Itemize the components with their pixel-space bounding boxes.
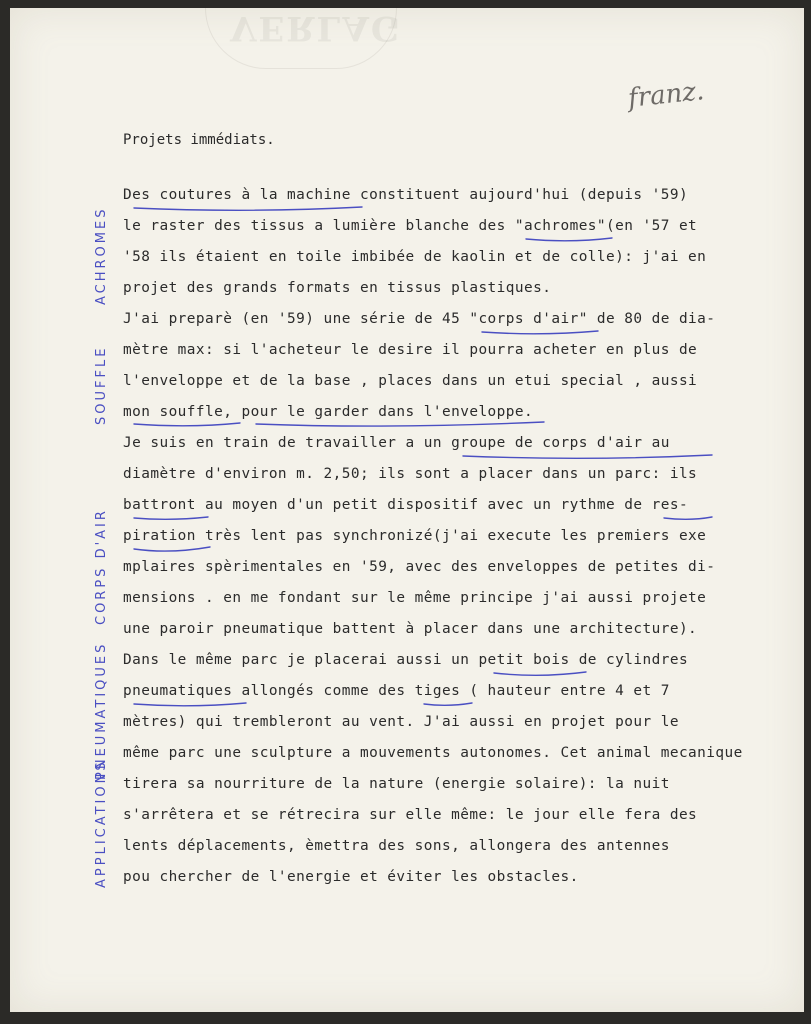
- text-line: une paroir pneumatique battent à placer dans une architecture).: [123, 621, 698, 637]
- text-line: mensions . en me fondant sur le même principe j'ai aussi projete: [123, 590, 707, 606]
- faded-stamp-text: VERLAG: [230, 8, 402, 48]
- margin-note-applications: APPLICATIONS: [94, 759, 109, 888]
- text-line: Je suis en train de travailler a un groupe de corps d'air au: [123, 435, 670, 451]
- margin-note-achromes: ACHROMES: [94, 206, 109, 305]
- text-line: l'enveloppe et de la base , places dans un etui special , aussi: [123, 373, 698, 389]
- text-line: pneumatiques allongés comme des tiges ( hauteur entre 4 et 7: [123, 683, 670, 699]
- text-line: pou chercher de l'energie et éviter les obstacles.: [123, 869, 579, 885]
- text-line: mon souffle, pour le garder dans l'enveloppe.: [123, 404, 534, 420]
- text-line: s'arrêtera et se rétrecira sur elle même: le jour elle fera des: [123, 807, 698, 823]
- text-line: diamètre d'environ m. 2,50; ils sont a placer dans un parc: ils: [123, 466, 698, 482]
- text-line: piration très lent pas synchronizé(j'ai execute les premiers exe: [123, 528, 707, 544]
- margin-note-pneumatiques: PNEUMATIQUES: [94, 641, 109, 780]
- text-line: tirera sa nourriture de la nature (energie solaire): la nuit: [123, 776, 670, 792]
- text-line: mètres) qui trembleront au vent. J'ai aussi en projet pour le: [123, 714, 679, 730]
- text-line: Dans le même parc je placerai aussi un petit bois de cylindres: [123, 652, 689, 668]
- text-line: mplaires spèrimentales en '59, avec des enveloppes de petites di-: [123, 559, 716, 575]
- text-line: J'ai preparè (en '59) une série de 45 "corps d'air" de 80 de dia-: [123, 311, 716, 327]
- text-line: Des coutures à la machine constituent aujourd'hui (depuis '59): [123, 187, 689, 203]
- text-line: battront au moyen d'un petit dispositif avec un rythme de res-: [123, 497, 689, 513]
- margin-note-souffle: SOUFFLE: [94, 345, 109, 425]
- text-line: même parc une sculpture a mouvements autonomes. Cet animal mecanique: [123, 745, 743, 761]
- text-line: '58 ils étaient en toile imbibée de kaolin et de colle): j'ai en: [123, 249, 707, 265]
- margin-note-corps-dair: CORPS D'AIR: [94, 508, 109, 625]
- text-line: lents déplacements, èmettra des sons, allongera des antennes: [123, 838, 670, 854]
- text-line: mètre max: si l'acheteur le desire il pourra acheter en plus de: [123, 342, 698, 358]
- text-line: projet des grands formats en tissus plastiques.: [123, 280, 552, 296]
- document-title: Projets immédiats.: [123, 132, 275, 148]
- handwritten-signature: franz.: [626, 76, 706, 114]
- text-line: le raster des tissus a lumière blanche des "achromes"(en '57 et: [123, 218, 698, 234]
